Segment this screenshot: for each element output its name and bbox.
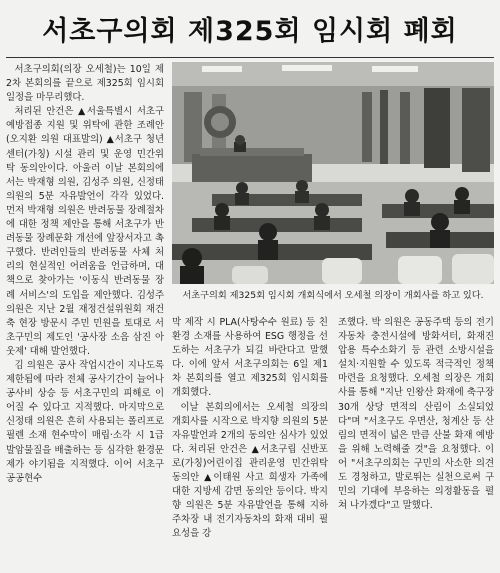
photo-block <box>172 62 494 302</box>
body-column-2 <box>172 316 328 568</box>
council-session-photo <box>172 62 494 284</box>
paragraph: 조했다. 박 의원은 공동주택 등의 전기자동차 충전시설에 방화셔터, 화재진압용 특수소화기 등 관련 소방시설을 설치·지원할 수 있도록 적극적인 정책 마련을 요청했다. 오세철 의장은 개회사를 통해 "지난 인왕산 화재에 축구장 30개 상당 면적의 산림이 소실되었다"며 "서초구도 우면산, 청계산 등 산림의 면적이 넓은 만큼 산불 화재 예방을 위해 노력해줄 것"을 요청했다. 이어 "서초구의회는 구민의 사소한 의견도 경청하고, 발로뛰는 실천으로써 구민의 기대에 부응하는 의정활동을 펼쳐 나가겠다"고 말했다. <box>338 317 494 512</box>
photo-caption: 서초구의회 제325회 임시회 개회식에서 오세철 의장이 개회사를 하고 있다. <box>182 290 484 301</box>
paragraph: 김 의원은 공사 작업시간이 지나도록 제한됨에 따라 전체 공사기간이 늘어나 공사비 상승 등 서초구민의 피해로 이어질 수 있다고 지적했다. 마지막으로 신정태 의원은 흔히 사용되는 폴리프로필렌 소재 현수막이 매립·소각 시 1급 발암물질을 배출하는 등 심각한 환경문제가 야기됨을 지적했다. 이어 서초구 공공현수 <box>6 359 164 484</box>
body-column-3 <box>338 316 494 568</box>
headline-divider <box>6 57 494 58</box>
body-column-1 <box>6 63 164 568</box>
paragraph: 막 제작 시 PLA(사탕수수 원료) 등 친환경 소재를 사용하여 ESG 행정을 선도하는 서초구가 되길 바란다고 말했다. 이에 앞서 서초구의회는 6일 제1차 본회의를 열고 제325회 임시회를 개회했다. <box>172 317 328 399</box>
paragraph: 처리된 안건은 ▲서울특별시 서초구 예방접종 지원 및 위탁에 관한 조례안(오지환 의원 대표발의) ▲서초구 청년센터(가칭) 시설 관리 및 운영 민간위탁 동의안이다. 아울러 이날 본회의에서는 박재형 의원, 김성주 의원, 신정태 의원의 5분 자유발언이 각각 있었다. 먼저 박재형 의원은 반려동물 장례절차에 대한 정책 제안을 통해 서초구가 반려동물 장례문화 개선에 앞장서자고 촉구했다. 반려인들의 반려동물 사체 처리의 현실적인 어려움을 언급하며, 대책으로 찾아가는 '이동식 반려동물 장례 서비스'의 도입을 제안했다. 김성주 의원은 지난 2월 재정건설위원회 재건축 현장 방문시 주민 민원을 토대로 서초구민의 제도인 '공사장 소음 삼진 아웃제' 대해 발언했다. <box>6 106 164 357</box>
paragraph: 이날 본회의에서는 오세철 의장의 개회사를 시작으로 박지향 의원의 5분 자유발언과 2개의 동의안 심사가 있었다. 처리된 안건은 ▲서초구립 신반포로(가칭)어린이집 관리운영 민간위탁 동의안 ▲이태원 사고 희생자 가족에 대한 지방세 감면 동의안 등이다. 박지향 의원은 5분 자유발언을 통해 지하주차장 내 전기자동차의 화재 대비 필요성을 강 <box>172 401 328 540</box>
paragraph: 서초구의회(의장 오세철)는 10일 제2차 본회의를 끝으로 제325회 임시회 일정을 마무리했다. <box>6 64 164 104</box>
headline: 서초구의회 제325회 임시회 폐회 <box>42 15 458 47</box>
